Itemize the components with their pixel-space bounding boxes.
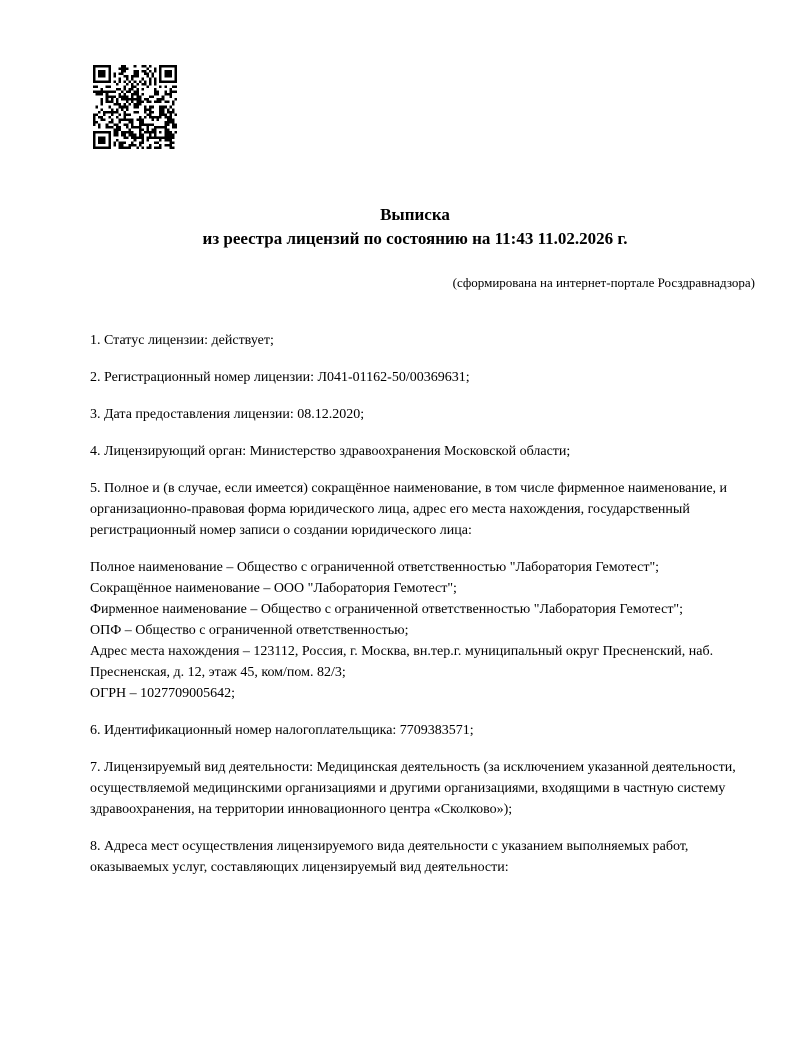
- formation-note: (сформирована на интернет-портале Росздравнадзора): [452, 275, 755, 290]
- title-line-2: из реестра лицензий по состоянию на 11:43 11.02.2026 г.: [202, 229, 628, 248]
- paragraph-grant-date: 3. Дата предоставления лицензии: 08.12.2020;: [90, 407, 365, 422]
- paragraph-activity-addresses-intro: 8. Адреса мест осуществления лицензируемого вида деятельности с указанием выполняемых работ, оказываемых услуг, составляющих лицензируемый вид деятельности:: [90, 839, 689, 875]
- detail-legal-form: ОПФ – Общество с ограниченной ответственностью;: [90, 623, 409, 638]
- paragraph-registration-number: 2. Регистрационный номер лицензии: Л041-01162-50/00369631;: [90, 370, 470, 385]
- paragraph-license-status: 1. Статус лицензии: действует;: [90, 333, 274, 348]
- paragraph-inn: 6. Идентификационный номер налогоплательщика: 7709383571;: [90, 723, 474, 738]
- detail-address: Адрес места нахождения – 123112, Россия, г. Москва, вн.тер.г. муниципальный округ Пресненский, наб. Пресненская, д. 12, этаж 45, ком/пом. 82/3;: [90, 644, 714, 680]
- paragraph-names-intro: 5. Полное и (в случае, если имеется) сокращённое наименование, в том числе фирменное наименование, и организационно-правовая форма юридического лица, адрес его места нахождения, государственный регистрационный номер записи о создании юридического лица:: [90, 481, 728, 538]
- paragraph-licensing-authority: 4. Лицензирующий орган: Министерство здравоохранения Московской области;: [90, 444, 571, 459]
- qr-code: [93, 65, 177, 149]
- detail-short-name: Сокращённое наименование – ООО "Лаборатория Гемотест";: [90, 581, 457, 596]
- detail-brand-name: Фирменное наименование – Общество с ограниченной ответственностью "Лаборатория Гемотест";: [90, 602, 684, 617]
- detail-full-name: Полное наименование – Общество с ограниченной ответственностью "Лаборатория Гемотест";: [90, 560, 660, 575]
- paragraph-licensed-activity: 7. Лицензируемый вид деятельности: Медицинская деятельность (за исключением указанной деятельности, осуществляемой медицинскими организациями и другими организациями, входящими в частную систему здравоохранения, на территории инновационного центра «Сколково»);: [90, 760, 736, 817]
- company-details-block: [90, 557, 745, 704]
- detail-ogrn: ОГРН – 1027709005642;: [90, 686, 235, 701]
- document-body: [90, 330, 745, 894]
- qr-code-icon: [93, 65, 177, 149]
- document-title: [90, 203, 740, 251]
- title-line-1: Выписка: [380, 205, 450, 224]
